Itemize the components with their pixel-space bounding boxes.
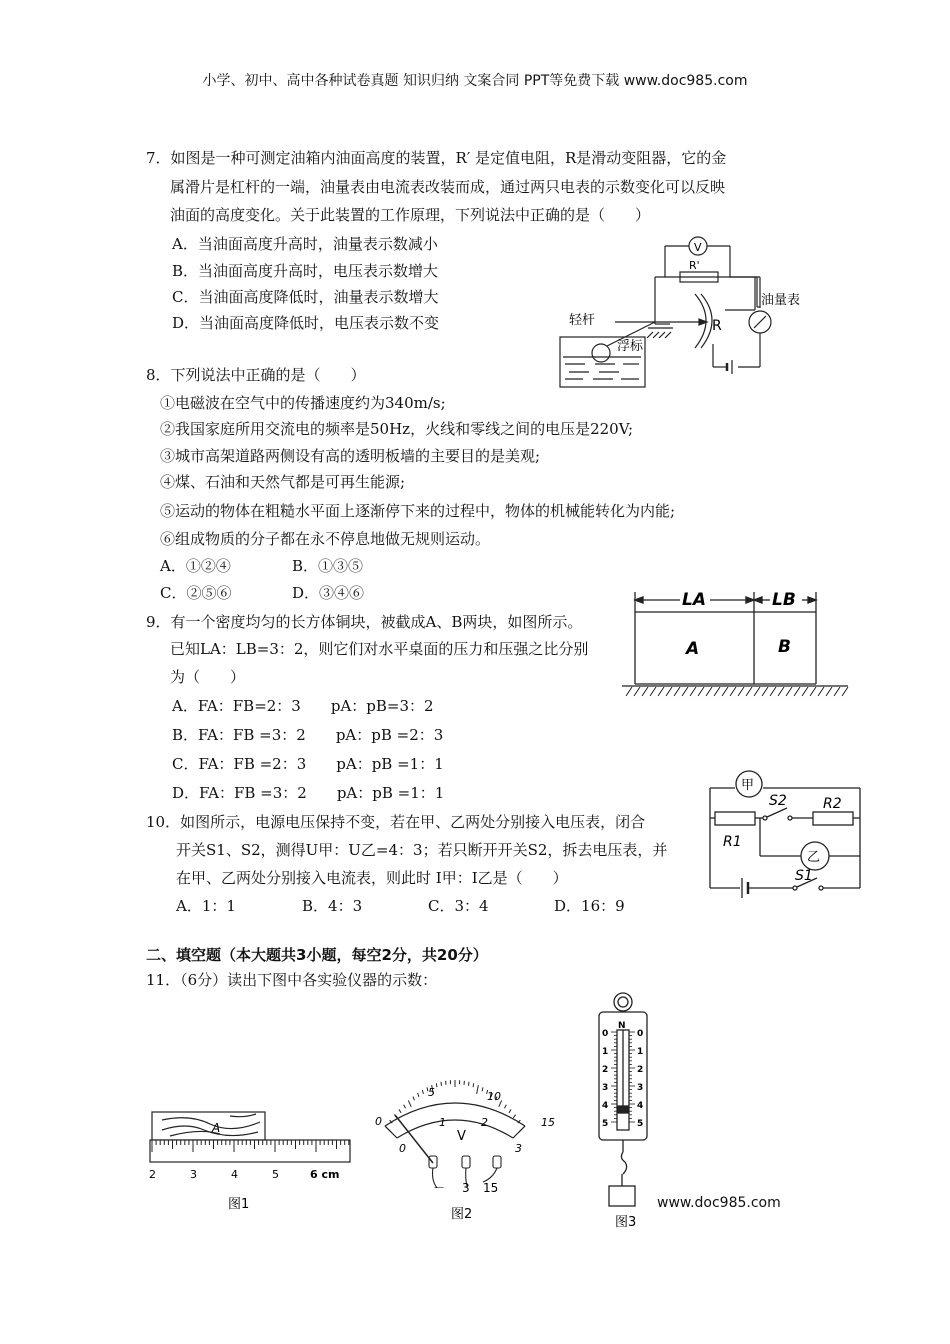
scale-left-3: 3: [602, 1083, 609, 1093]
block-b-label: B: [778, 637, 791, 657]
q7-option-a: A．当油面高度升高时，油量表示数减小: [172, 235, 438, 253]
s2-label: S2: [769, 793, 787, 809]
upper-scale-0: 0: [375, 1115, 382, 1128]
q8-option-d: D．③④⑥: [292, 584, 365, 602]
q9-line-2: 已知LA：LB=3：2，则它们对水平桌面的压力和压强之比分别: [170, 640, 589, 658]
q9-option-a: A．FA：FB=2：3 pA：pB=3：2: [172, 697, 434, 715]
terminal-15: 15: [483, 1181, 499, 1195]
block-label-a: A: [212, 1121, 221, 1135]
terminal-3: 3: [462, 1181, 470, 1195]
scale-right-5: 5: [637, 1119, 644, 1129]
ruler-tick-2: 2: [149, 1168, 156, 1181]
ruler-tick-6: 6 cm: [310, 1168, 340, 1181]
spring-scale-n: N: [618, 1021, 626, 1031]
fig2-voltmeter: [365, 1060, 565, 1225]
section-2-title: 二、填空题（本大题共3小题，每空2分，共20分）: [146, 946, 488, 964]
upper-scale-15: 15: [541, 1116, 555, 1129]
q7-oil-gauge-diagram: [555, 232, 820, 392]
upper-scale-5: 5: [428, 1086, 435, 1099]
watermark: www.doc985.com: [657, 1195, 781, 1211]
float-icon: [592, 344, 610, 362]
r1-resistor-icon: [715, 812, 755, 825]
r2-resistor-icon: [813, 812, 853, 825]
s1-label: S1: [795, 868, 813, 884]
fig3-spring-scale: [585, 990, 660, 1230]
q10-option-d: D．16：9: [554, 897, 625, 915]
q9-option-b: B．FA：FB =3：2 pA：pB =2：3: [172, 726, 444, 744]
q8-option-a: A．①②④: [160, 557, 231, 575]
q8-item-1: ①电磁波在空气中的传播速度约为340m/s;: [160, 394, 446, 412]
ruler-tick-4: 4: [231, 1168, 238, 1181]
scale-left-5: 5: [602, 1119, 609, 1129]
page-header: 小学、初中、高中各种试卷真题 知识归纳 文案合同 PPT等免费下载 www.doc985.com: [202, 73, 748, 89]
q10-circuit-diagram: [705, 768, 865, 908]
fig2-caption: 图2: [451, 1207, 473, 1222]
jia-label: 甲: [741, 778, 755, 793]
q10-line-3: 在甲、乙两处分别接入电流表，则此时 I甲：I乙是（ ）: [176, 869, 568, 887]
q7-line-1: 7．如图是一种可测定油箱内油面高度的装置，R′ 是定值电阻，R是滑动变阻器，它的金: [146, 149, 727, 167]
q8-item-4: ④煤、石油和天然气都是可再生能源;: [160, 473, 406, 491]
r2-label: R2: [823, 796, 842, 812]
float-label: 浮标: [617, 339, 644, 354]
q7-option-c: C．当油面高度降低时，油量表示数增大: [172, 288, 439, 306]
q10-option-a: A．1：1: [176, 897, 236, 915]
q10-line-1: 10．如图所示，电源电压保持不变，若在甲、乙两处分别接入电压表，闭合: [146, 813, 646, 831]
lower-scale-0: 0: [399, 1142, 406, 1155]
q8-item-3: ③城市高架道路两侧设有高的透明板墙的主要目的是美观;: [160, 447, 541, 465]
voltmeter-symbol: V: [457, 1129, 466, 1144]
scale-right-0: 0: [637, 1029, 644, 1039]
q7-option-d: D．当油面高度降低时，电压表示数不变: [172, 314, 440, 332]
q8-item-2: ②我国家庭所用交流电的频率是50Hz，火线和零线之间的电压是220V;: [160, 420, 634, 438]
q8-stem: 8．下列说法中正确的是（ ）: [146, 366, 366, 384]
r1-label: R1: [723, 834, 742, 850]
scale-right-3: 3: [637, 1083, 644, 1093]
fig1-ruler: [140, 1100, 360, 1215]
yi-label: 乙: [807, 850, 821, 865]
scale-right-2: 2: [637, 1065, 644, 1075]
lower-scale-2: 2: [481, 1116, 488, 1129]
scale-left-2: 2: [602, 1065, 609, 1075]
q9-line-3: 为（ ）: [170, 668, 246, 686]
scale-right-1: 1: [637, 1047, 644, 1057]
q8-option-c: C．②⑤⑥: [160, 584, 232, 602]
scale-left-0: 0: [602, 1029, 609, 1039]
q7-line-2: 属滑片是杠杆的一端，油量表由电流表改装而成，通过两只电表的示数变化可以反映: [170, 178, 726, 196]
lower-scale-3: 3: [515, 1142, 522, 1155]
q9-line-1: 9．有一个密度均匀的长方体铜块，被截成A、B两块，如图所示。: [146, 613, 583, 631]
q9-copper-block-diagram: [620, 588, 850, 703]
lower-scale-1: 1: [439, 1116, 446, 1129]
q9-option-d: D．FA：FB =3：2 pA：pB =1：1: [172, 784, 445, 802]
q10-line-2: 开关S1、S2，测得U甲：U乙=4：3；若只断开开关S2，拆去电压表，并: [176, 841, 668, 859]
q11-stem: 11．（6分）读出下图中各实验仪器的示数：: [146, 971, 438, 989]
q7-option-b: B．当油面高度升高时，电压表示数增大: [172, 262, 439, 280]
voltmeter-label: V: [694, 241, 702, 254]
ruler-tick-3: 3: [190, 1168, 197, 1181]
terminal-minus: －: [433, 1181, 446, 1195]
voltmeter-needle: [395, 1115, 433, 1163]
fig1-caption: 图1: [228, 1197, 250, 1212]
upper-scale-10: 10: [487, 1090, 501, 1103]
q9-option-c: C．FA：FB =2：3 pA：pB =1：1: [172, 755, 444, 773]
scale-left-1: 1: [602, 1047, 609, 1057]
rheostat-label: R: [712, 318, 722, 334]
lever-label: 轻杆: [569, 313, 596, 328]
scale-right-4: 4: [637, 1101, 644, 1111]
q8-item-5: ⑤运动的物体在粗糙水平面上逐渐停下来的过程中，物体的机械能转化为内能;: [160, 502, 676, 520]
q10-option-c: C．3：4: [428, 897, 489, 915]
q10-option-b: B．4：3: [302, 897, 363, 915]
oil-meter-label: 油量表: [761, 293, 801, 308]
scale-left-4: 4: [602, 1101, 609, 1111]
q8-item-6: ⑥组成物质的分子都在永不停息地做无规则运动。: [160, 530, 491, 548]
q7-line-3: 油面的高度变化。关于此装置的工作原理，下列说法中正确的是（ ）: [170, 206, 651, 224]
ruler-tick-5: 5: [272, 1168, 279, 1181]
label-lb: LB: [772, 590, 796, 610]
q8-option-b: B．①③⑤: [292, 557, 364, 575]
fixed-resistor-label: R': [689, 259, 700, 272]
label-la: LA: [682, 590, 706, 610]
block-a-label: A: [686, 639, 700, 659]
fig3-caption: 图3: [615, 1215, 637, 1230]
